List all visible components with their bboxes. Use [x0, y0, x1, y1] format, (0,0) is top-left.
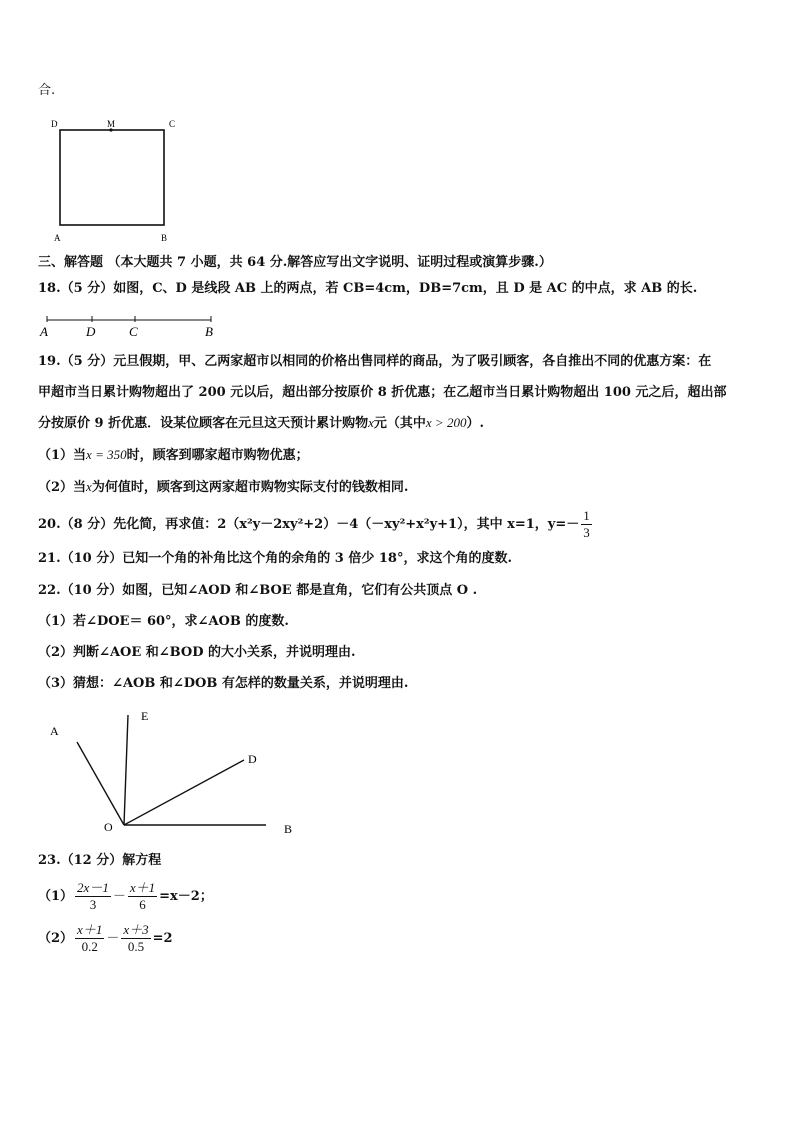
- q19-p2-post: 为何值时，顾客到这两家超市购物实际支付的钱数相同.: [91, 480, 409, 495]
- question-21: 21.（10 分）已知一个角的补角比这个角的余角的 3 倍少 18°，求这个角的度数.: [38, 551, 512, 566]
- eq2-op: －: [106, 931, 120, 946]
- q19-line3-pre: 分按原价 9 折优惠．设某位顾客在元旦这天预计累计购物: [38, 416, 369, 431]
- q19-p1-eq: x = 350: [86, 447, 127, 462]
- ray-oa: [77, 742, 124, 825]
- label-c: C: [169, 119, 176, 129]
- seg-label-c: C: [129, 324, 138, 339]
- question-19-part-1: [38, 446, 309, 465]
- angle-figure: [44, 700, 304, 840]
- question-22-part-1: （1）若∠DOE＝ 60°，求∠AOB 的度数.: [38, 614, 289, 629]
- q19-var-x: x: [368, 415, 374, 430]
- label-b: B: [161, 233, 168, 243]
- top-fragment: 合.: [38, 83, 56, 98]
- square-figure: [48, 115, 188, 247]
- eq1-frac-1: [75, 880, 111, 913]
- q19-line3-post: ）.: [466, 416, 484, 431]
- eq2-index: （2）: [38, 931, 74, 946]
- segment-figure: [38, 310, 223, 340]
- question-19-line-1: 19.（5 分）元旦假期，甲、乙两家超市以相同的价格出售同样的商品，为了吸引顾客，各自推出不同的优惠方案：在: [38, 354, 712, 369]
- eq1-frac-2-den: 6: [139, 897, 146, 912]
- question-22-part-2: （2）判断∠AOE 和∠BOD 的大小关系，并说明理由.: [38, 645, 356, 660]
- seg-label-a: A: [40, 324, 48, 339]
- question-20: [38, 508, 594, 542]
- q19-p2-var: x: [86, 479, 92, 494]
- eq1-frac-2: [128, 880, 157, 913]
- eq2-frac-1-den: 0.2: [81, 939, 98, 954]
- square-shape: [60, 130, 164, 225]
- angle-label-d: D: [248, 752, 257, 766]
- question-19-part-2: [38, 478, 408, 497]
- eq2-frac-2-den: 0.5: [127, 939, 145, 954]
- q20-den: 3: [583, 525, 590, 540]
- question-19-line-2: 甲超市当日累计购物超出了 200 元以后，超出部分按原价 8 折优惠；在乙超市当日累计购物超出 100 元之后，超出部: [38, 385, 727, 400]
- eq1-index: （1）: [38, 889, 74, 904]
- angle-label-a: A: [50, 724, 59, 738]
- label-a: A: [54, 233, 61, 243]
- q19-p2-pre: （2）当: [38, 480, 87, 495]
- angle-label-b: B: [284, 822, 293, 836]
- eq1-op: －: [112, 889, 126, 904]
- ray-od: [124, 760, 244, 825]
- eq1-frac-1-num: 2x－1: [77, 880, 109, 895]
- q20-fraction: [581, 508, 592, 541]
- eq2-rhs: =2: [152, 931, 173, 946]
- eq1-frac-1-den: 3: [89, 897, 97, 912]
- question-18: 18.（5 分）如图，C、D 是线段 AB 上的两点，若 CB=4cm，DB=7cm，且 D 是 AC 的中点，求 AB 的长.: [38, 281, 698, 296]
- q20-text: 20.（8 分）先化简，再求值：2（x²y－2xy²+2）－4（－xy²+x²y+1），其中 x=1，y=－: [38, 517, 580, 532]
- angle-label-e: E: [141, 709, 149, 723]
- angle-label-o: O: [104, 820, 113, 834]
- ray-oe: [124, 715, 128, 825]
- section-header: 三、解答题 （本大题共 7 小题，共 64 分.解答应写出文字说明、证明过程或演算步骤.）: [38, 255, 552, 270]
- label-d: D: [51, 119, 58, 129]
- question-19-line-3: [38, 414, 484, 433]
- question-23: 23.（12 分）解方程: [38, 853, 162, 868]
- q19-p1-pre: （1）当: [38, 448, 87, 463]
- question-22: 22.（10 分）如图，已知∠AOD 和∠BOE 都是直角，它们有公共顶点 O .: [38, 583, 478, 598]
- equation-1: [38, 878, 213, 916]
- q20-num: 1: [583, 508, 590, 523]
- eq1-frac-2-num: x＋1: [129, 880, 156, 895]
- eq2-frac-1: [75, 922, 104, 955]
- equation-2: [38, 920, 173, 958]
- q19-condition: x > 200: [425, 415, 467, 430]
- eq2-frac-2: [121, 922, 150, 955]
- seg-label-d: D: [86, 324, 96, 339]
- eq2-frac-1-num: x＋1: [77, 922, 103, 937]
- seg-label-b: B: [205, 324, 213, 339]
- q19-p1-post: 时，顾客到哪家超市购物优惠；: [126, 448, 309, 463]
- question-22-part-3: （3）猜想：∠AOB 和∠DOB 有怎样的数量关系，并说明理由.: [38, 676, 409, 691]
- q19-line3-mid: 元（其中: [373, 416, 426, 431]
- eq2-frac-2-num: x＋3: [123, 922, 149, 937]
- label-m: M: [107, 119, 116, 129]
- eq1-rhs: =x－2；: [159, 889, 213, 904]
